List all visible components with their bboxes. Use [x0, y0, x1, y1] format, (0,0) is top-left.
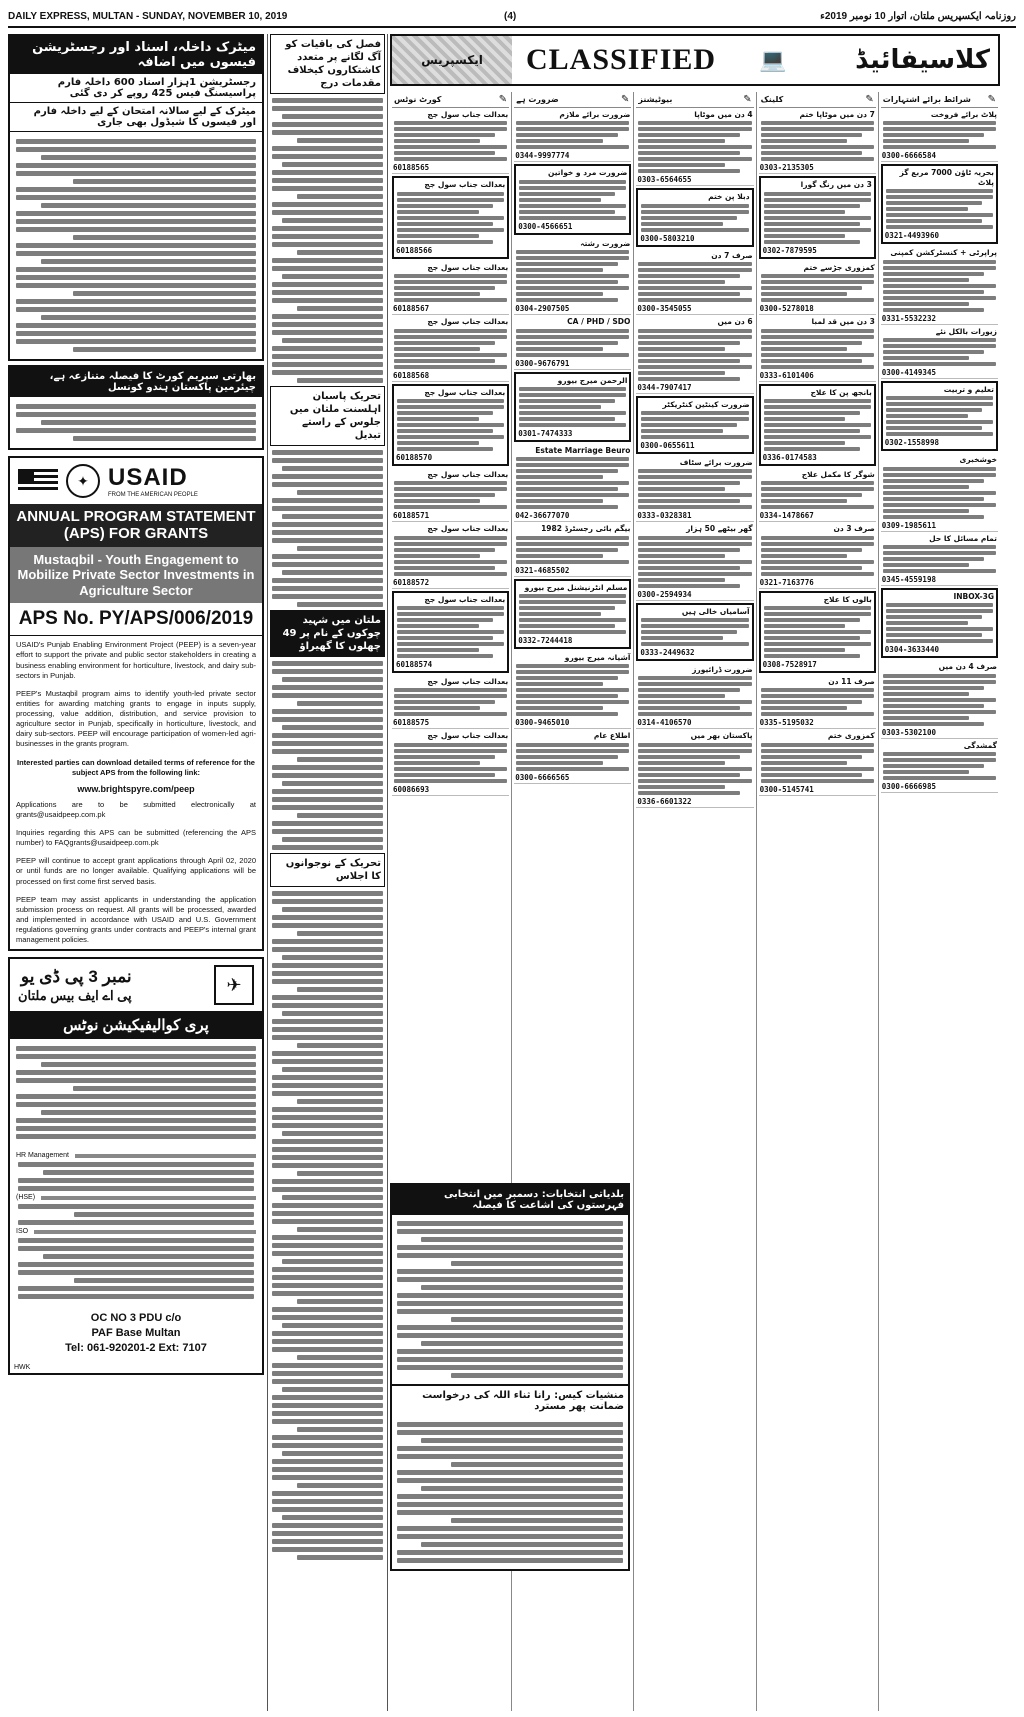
ad-phone: 0302-1558998: [884, 438, 939, 448]
classified-ad: [392, 522, 509, 588]
classified-ad: [392, 468, 509, 522]
subheadline: میٹرک کے لیے سالانہ امتحان کے لیے داخلہ فارم اور فیسوں کا شیڈول بھی جاری: [10, 103, 262, 132]
ad-title: گمشدگی: [963, 740, 997, 750]
category-header: [392, 92, 509, 108]
ad-title: ضرورت رشتہ: [580, 238, 631, 248]
ad-title: الرحمن میرج بیورو: [557, 375, 628, 385]
aps-paragraph: Inquiries regarding this APS can be submitted (referencing the APS number) to FAQgrants@usaidpeep.com.pk: [16, 828, 256, 848]
classified-ad: [881, 453, 998, 531]
ad-phone: 60188566: [395, 245, 433, 255]
classified-ad: [636, 456, 753, 522]
ad-title: صرف 7 دن: [711, 250, 753, 260]
classified-ad: [514, 315, 631, 369]
page-number: (4): [504, 11, 517, 22]
ad-phone: 0300-2594934: [637, 589, 692, 599]
classified-section: [390, 34, 1000, 1711]
classified-ad: [881, 532, 998, 586]
category-icon: ✎: [865, 94, 874, 105]
classified-ad: [881, 164, 998, 244]
ad-title: پاکستان بھر میں: [690, 731, 753, 741]
laptop-icon: 💻: [759, 47, 787, 73]
ad-phone: 0333-2449632: [640, 648, 695, 657]
aps-link[interactable]: www.brightspyre.com/peep: [77, 783, 195, 794]
category-header: [881, 92, 998, 108]
ad-phone: 0331-5532232: [881, 313, 936, 323]
ad-title: 3 دن میں قد لمبا: [811, 317, 875, 327]
ad-phone: 0334-1478667: [759, 511, 814, 521]
ad-phone: 60188572: [392, 577, 430, 587]
ad-title: صرف 3 دن: [833, 524, 875, 534]
ad-phone: 0333-6101406: [759, 370, 814, 380]
aps-subtitle: Mustaqbil - Youth Engagement to Mobilize Private Sector Investments in Agriculture Sector: [10, 547, 262, 604]
aps-paragraph: USAID's Punjab Enabling Environment Project (PEEP) is a seven-year effort to support the private and public sector stakeholders in creating a business enabling environment for horticulture, livestock, and dairy sub-sectors in Punjab.: [16, 640, 256, 680]
ad-phone: 0333-0328381: [637, 511, 692, 521]
category-icon: ✎: [743, 94, 752, 105]
headline: تحریک پاسبان اہلسنت ملتان میں جلوس کے راستے تبدیل: [270, 386, 385, 446]
ad-title: بعدالت جناب سول جج: [427, 110, 509, 119]
classified-ad: [636, 108, 753, 186]
subheadline: رجسٹریشن 1ہزار اسناد 600 داخلہ فارم پراسیسنگ فیس 425 روپے کر دی گئی: [10, 74, 262, 103]
ad-phone: 0308-7528917: [762, 660, 817, 669]
ad-phone: 0309-1985611: [881, 520, 936, 530]
aps-paragraph: PEEP's Mustaqbil program aims to identify youth-led private sector entities for awarding matching grants to engage in inputs supply, processing, value addition, distribution, and service provision to agriculture sector in Punjab, specifically in horticulture, livestock, and dairy sub-sectors. PEEP will encourage participation of women-led agri-businesses in the grants program.: [16, 688, 256, 749]
classified-ad: [392, 108, 509, 174]
usaid-logo: USAID FROM THE AMERICAN PEOPLE: [108, 464, 198, 498]
headline: میٹرک داخلہ، اسناد اور رجسٹریشن فیسوں میں اضافہ: [10, 36, 262, 74]
ad-title: کمزوری جڑسے ختم: [803, 262, 875, 272]
classified-ad: [514, 444, 631, 522]
classified-ad: [759, 729, 876, 795]
classified-ad: [392, 261, 509, 315]
ad-phone: 0345-4559198: [881, 575, 936, 584]
us-flag-icon: [18, 469, 58, 493]
classified-ad: [636, 315, 753, 393]
ad-title: کمزوری ختم: [827, 731, 875, 741]
headline: فصل کی باقیات کو آگ لگانے پر متعدد کاشتکاروں کیخلاف مقدمات درج: [270, 34, 385, 94]
ad-title: بانجھ پن کا علاج: [810, 387, 872, 397]
headline: بھارتی سپریم کورٹ کا فیصلہ متنازعہ ہے، چیئرمین پاکستان ہندو کونسل: [10, 367, 262, 397]
ad-phone: 0300-6666584: [881, 151, 936, 161]
ad-title: تعلیم و تربیت: [943, 384, 994, 394]
aps-paragraph: Interested parties can download detailed terms of reference for the subject APS from the following link:: [17, 757, 255, 777]
ad-title: خوشخبری: [959, 455, 997, 465]
classified-ad: [759, 522, 876, 588]
category-icon: ✎: [621, 94, 630, 105]
ad-phone: 0300-3545055: [637, 304, 692, 314]
ad-title: مسلم انٹرنیشنل میرج بیورو: [524, 582, 628, 592]
classified-ad: [514, 579, 631, 649]
ad-title: Estate Marriage Beuro: [535, 445, 631, 455]
headline: منشیات کیس: رانا ثناء اللہ کی درخواست ضمانت پھر مسترد: [392, 1384, 628, 1416]
ad-title: بعدالت جناب سول جج: [427, 317, 509, 327]
classified-ad: [392, 315, 509, 381]
classified-ad: [759, 468, 876, 522]
ad-phone: 60188565: [392, 163, 430, 173]
express-logo: ایکسپریس: [392, 36, 512, 84]
ad-phone: 0332-7244418: [518, 636, 573, 645]
ad-title: آشیانہ میرج بیورو: [564, 653, 631, 662]
column-rule: [387, 34, 388, 1711]
ad-phone: 0336-0174583: [762, 452, 817, 462]
ad-title: بالوں کا علاج: [823, 594, 872, 604]
classified-ad: [881, 381, 998, 451]
classified-ad: [881, 108, 998, 162]
classified-title-en: CLASSIFIED: [526, 43, 717, 76]
aps-title: ANNUAL PROGRAM STATEMENT (APS) FOR GRANTS: [10, 504, 262, 547]
ad-title: بعدالت جناب سول جج: [424, 387, 506, 397]
ad-title: بعدالت جناب سول جج: [427, 469, 509, 479]
ad-title: ضرورت ڈرائیورز: [692, 665, 753, 674]
ad-title: بعدالت جناب سول جج: [427, 677, 509, 686]
classified-ad: [514, 522, 631, 576]
pdu-notice-bar: پری کوالیفیکیشن نوٹس: [10, 1011, 262, 1039]
column-2: [270, 34, 385, 1711]
classified-ad: [759, 591, 876, 673]
classified-ad: [514, 372, 631, 442]
classified-ad: [759, 384, 876, 466]
classified-ad: [759, 261, 876, 315]
header-right: روزنامہ ایکسپریس ملتان، اتوار 10 نومبر 2019ء: [820, 11, 1016, 22]
ad-phone: 0344-7907417: [637, 382, 692, 392]
category-header: [759, 92, 876, 108]
classified-ad: [636, 188, 753, 246]
pdu-subtitle: پی اے ایف بیس ملتان: [18, 987, 132, 1003]
ad-phone: 0304-3633440: [884, 645, 939, 655]
classified-ad: [514, 651, 631, 729]
ad-title: 3 دن میں رنگ گورا: [800, 180, 872, 190]
ad-title: پراپرٹی + کنسٹرکشن کمپنی: [890, 248, 997, 258]
classified-ad: [514, 108, 631, 162]
ad-title: گھر بیٹھے 50 ہزار: [686, 524, 753, 534]
ad-phone: 0344-9997774: [515, 151, 570, 161]
classified-ad: [881, 739, 998, 793]
ad-title: بعدالت جناب سول جج: [427, 731, 509, 741]
ad-title: بعدالت جناب سول جج: [427, 262, 509, 272]
usaid-aps-ad: [8, 456, 264, 951]
ad-title: 4 دن میں موٹاپا: [694, 110, 753, 119]
ad-phone: 0303-2135305: [759, 163, 814, 173]
ad-title: دبلا پن ختم: [708, 192, 750, 202]
aps-paragraph: PEEP team may assist applicants in understanding the application submission process on request. All grants will be processed, awarded and implemented in accordance with USAID and U.S. Government regulations governing grants under contracts and PEEP's internal grant management policies.: [16, 894, 256, 945]
column-1: [8, 34, 264, 1711]
ad-phone: 60086693: [392, 784, 430, 794]
classified-ad: [392, 675, 509, 729]
ad-title: CA / PHD / SDO: [567, 317, 631, 327]
classified-ad: [392, 591, 509, 673]
ad-phone: 60188571: [392, 511, 430, 521]
ad-phone: 0302-7879595: [762, 245, 817, 255]
ad-phone: 0300-0655611: [640, 440, 695, 450]
ad-phone: 0335-5195032: [759, 718, 814, 728]
page-header: [8, 6, 1016, 28]
classified-title-ur: کلاسیفائیڈ: [855, 45, 990, 75]
news-body: [10, 132, 262, 359]
pdu-requirements: [10, 1146, 262, 1305]
headline: تحریک کے نوجوانوں کا اجلاس: [270, 853, 385, 887]
pdu-code: HWK: [14, 1363, 31, 1371]
ad-phone: 0304-2907505: [515, 304, 570, 314]
aps-number: APS No. PY/APS/006/2019: [10, 603, 262, 636]
ad-phone: 0300-4149345: [881, 367, 936, 377]
classified-ad: [392, 729, 509, 795]
paf-emblem-icon: ✈: [214, 965, 254, 1005]
classified-ad: [759, 108, 876, 174]
header-left: DAILY EXPRESS, MULTAN - SUNDAY, NOVEMBER 10, 2019: [8, 11, 288, 22]
classified-column: [756, 92, 878, 1711]
ad-phone: 0321-4685502: [515, 565, 570, 575]
ad-phone: 0336-6601322: [637, 796, 692, 806]
news-local-elections: [390, 1183, 630, 1571]
ad-phone: 0300-9676791: [515, 358, 570, 368]
classified-column: [878, 92, 1000, 1711]
classified-ad: [759, 176, 876, 258]
classified-ad: [636, 663, 753, 729]
pdu-prequalification-ad: [8, 957, 264, 1375]
category-icon: ✎: [498, 94, 508, 105]
ad-phone: 60188567: [392, 304, 430, 314]
classified-ad: [636, 729, 753, 807]
aps-paragraph: PEEP will continue to accept grant applications through April 02, 2020 or until funds are no longer available. Qualifying applications will be processed on first come first served basis.: [16, 856, 256, 886]
classified-ad: [881, 246, 998, 324]
ad-title: بحریہ ٹاؤن 7000 مربع گز پلاٹ: [899, 168, 994, 187]
classified-ad: [514, 164, 631, 234]
ad-title: بعدالت جناب سول جج: [424, 594, 506, 604]
classified-ad: [514, 237, 631, 315]
ad-title: ضرورت کینٹین کنٹریکٹر: [662, 399, 750, 409]
ad-phone: 60188570: [395, 452, 433, 462]
classified-ad: [881, 660, 998, 738]
news-matric-fees: [8, 34, 264, 361]
ad-phone: 042-36677070: [515, 511, 570, 521]
ad-title: شوگر کا مکمل علاج: [801, 469, 875, 479]
classified-ad: [881, 588, 998, 658]
ad-phone: 0300-9465010: [515, 718, 570, 728]
category-label: کورٹ نوٹس: [393, 95, 442, 104]
usaid-seal-icon: ✦: [66, 464, 100, 498]
ad-title: ضرورت برائے ملازم: [559, 110, 631, 119]
ad-title: زیورات بالکل نئے: [935, 326, 997, 336]
classified-ad: [514, 729, 631, 783]
category-header: [636, 92, 753, 108]
ad-phone: 0300-5803210: [640, 233, 695, 243]
pdu-title: نمبر 3 پی ڈی یو: [20, 966, 132, 986]
ad-phone: 60188568: [392, 370, 430, 380]
ad-phone: 0300-4566651: [518, 221, 573, 231]
ad-title: پلاٹ برائے فروخت: [930, 110, 997, 119]
aps-paragraph: Applications are to be submitted electronically at grants@usaidpeep.com.pk: [16, 799, 256, 819]
ad-title: اطلاع عام: [593, 731, 631, 741]
ad-title: بعدالت جناب سول جج: [427, 524, 509, 534]
ad-phone: 0300-6666565: [515, 772, 570, 782]
ad-phone: 60188574: [395, 660, 433, 669]
ad-phone: 0300-6666985: [881, 782, 936, 792]
ad-title: صرف 4 دن میں: [938, 662, 997, 672]
ad-phone: 0314-4106570: [637, 718, 692, 728]
category-label: کلینک: [760, 95, 784, 104]
ad-title: 7 دن میں موٹاپا ختم: [799, 110, 875, 119]
news-hindu-council: [8, 365, 264, 450]
classified-ad: [636, 522, 753, 600]
category-label: شرائط برائے اشتہارات: [882, 95, 971, 104]
classified-ad: [881, 325, 998, 379]
category-header: [514, 92, 631, 108]
req-item: ISO: [16, 1228, 29, 1236]
column-rule: [267, 34, 268, 1711]
category-label: بیوٹیشنز: [638, 95, 673, 104]
pdu-contact: OC NO 3 PDU c/o PAF Base Multan Tel: 061-920201-2 Ext: 7107: [65, 1312, 207, 1354]
ad-title: بیگم بائی رجسٹرڈ 1982: [541, 524, 631, 534]
classified-ad: [636, 249, 753, 315]
headline: بلدیاتی انتخابات: دسمبر میں انتخابی فہرستوں کی اشاعت کا فیصلہ: [392, 1185, 628, 1215]
classified-ad: [636, 603, 753, 661]
ad-title: بعدالت جناب سول جج: [424, 180, 506, 190]
ad-phone: 0321-7163776: [759, 577, 814, 587]
newspaper-page: [8, 6, 1016, 1711]
classified-column: [633, 92, 755, 1711]
ad-title: 6 دن میں: [717, 317, 753, 327]
classified-ad: [759, 675, 876, 729]
ad-phone: 0300-5145741: [759, 784, 814, 794]
ad-title: ضرورت برائے سٹاف: [679, 457, 753, 467]
category-icon: ✎: [987, 94, 996, 105]
ad-title: تمام مسائل کا حل: [929, 533, 997, 543]
classified-ad: [392, 384, 509, 466]
headline: ملتان میں شہید چوکوں کے نام پر 49 چھلوں کا گھیراؤ: [270, 610, 385, 657]
req-item: HR Management: [16, 1152, 69, 1160]
ad-title: ضرورت مرد و خواتین: [548, 168, 628, 178]
classified-ad: [636, 396, 753, 454]
classified-ad: [392, 176, 509, 258]
ad-phone: 0300-5278018: [759, 304, 814, 314]
ad-title: صرف 11 دن: [828, 677, 875, 686]
req-item: (HSE): [16, 1194, 36, 1202]
category-label: ضرورت ہے: [516, 95, 559, 104]
ad-phone: 0321-4493960: [884, 231, 939, 241]
ad-phone: 0301-7474333: [518, 428, 573, 438]
classified-banner: [390, 34, 1000, 86]
ad-title: آسامیاں خالی ہیں: [681, 606, 750, 616]
ad-phone: 0303-6564655: [637, 175, 692, 185]
ad-title: INBOX-3G: [953, 592, 994, 601]
ad-phone: 0303-5302100: [881, 727, 936, 737]
classified-ad: [759, 315, 876, 381]
ad-phone: 60188575: [392, 718, 430, 728]
